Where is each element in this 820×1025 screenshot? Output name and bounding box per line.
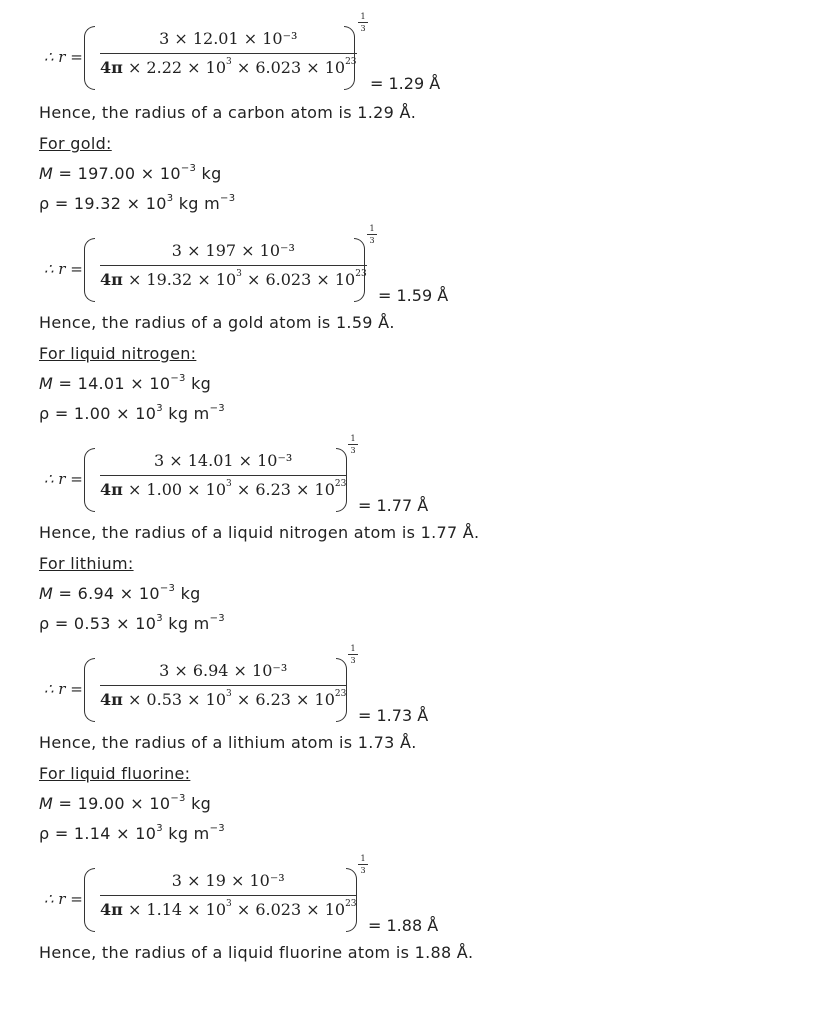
cube-root-exponent: 1 3 — [367, 224, 377, 245]
fraction — [100, 660, 346, 711]
cube-root-exponent: 1 3 — [358, 854, 368, 875]
gold-molar-mass: $M = 197.00 \times 10^{-3}$ kg — [39, 162, 222, 183]
numerator: 3 × 14.01 × 10⁻³ — [153, 451, 293, 470]
left-parenthesis — [84, 26, 95, 90]
numerator: 3 × 197 × 10⁻³ — [171, 241, 295, 260]
result-nitrogen: = 1.77 Å — [358, 496, 429, 515]
gold-density: $\rho = 19.32 \times 10^3$ kg $m^{-3}$ — [39, 192, 236, 213]
result-gold: = 1.59 Å — [378, 286, 449, 305]
left-parenthesis — [84, 238, 95, 302]
lithium-density: $\rho = 0.53 \times 10^3$ kg $m^{-3}$ — [39, 612, 225, 633]
nitrogen-conclusion: Hence, the radius of a liquid nitrogen atom is 1.77 Å. — [39, 523, 480, 542]
nitrogen-heading: For liquid nitrogen: — [39, 344, 197, 363]
denominator: $4\pi \times 19.32 \times 10^3 \times 6.023 \times 10^{23}$ — [100, 268, 367, 289]
cube-root-exponent: 1 3 — [358, 12, 368, 33]
equation-lithium-radius — [44, 644, 464, 740]
equation-lhs: ∴ r = — [44, 48, 83, 66]
right-parenthesis — [344, 26, 355, 90]
left-parenthesis — [84, 448, 95, 512]
left-parenthesis — [84, 658, 95, 722]
right-parenthesis — [346, 868, 357, 932]
result-lithium: = 1.73 Å — [358, 706, 429, 725]
equation-nitrogen-radius — [44, 434, 464, 530]
equation-fluorine-radius — [44, 854, 464, 950]
denominator: $4\pi \times 1.14 \times 10^3 \times 6.023 \times 10^{23}$ — [100, 898, 357, 919]
fraction — [100, 28, 357, 79]
numerator: 3 × 12.01 × 10⁻³ — [159, 29, 298, 48]
nitrogen-molar-mass: $M = 14.01 \times 10^{-3}$ kg — [39, 372, 212, 393]
numerator: 3 × 6.94 × 10⁻³ — [159, 661, 288, 680]
lithium-heading: For lithium: — [39, 554, 134, 573]
fluorine-heading: For liquid fluorine: — [39, 764, 191, 783]
equation-lhs: ∴ r = — [44, 470, 83, 488]
equation-carbon-radius — [44, 12, 464, 108]
equation-gold-radius — [44, 224, 464, 320]
carbon-conclusion: Hence, the radius of a carbon atom is 1.29 Å. — [39, 103, 417, 122]
gold-heading: For gold: — [39, 134, 112, 153]
result-carbon: = 1.29 Å — [370, 74, 441, 93]
nitrogen-density: $\rho = 1.00 \times 10^3$ kg $m^{-3}$ — [39, 402, 225, 423]
right-parenthesis — [336, 658, 347, 722]
numerator: 3 × 19 × 10⁻³ — [171, 871, 285, 890]
fraction — [100, 240, 367, 291]
gold-conclusion: Hence, the radius of a gold atom is 1.59 Å. — [39, 313, 395, 332]
fluorine-molar-mass: $M = 19.00 \times 10^{-3}$ kg — [39, 792, 212, 813]
right-parenthesis — [354, 238, 365, 302]
cube-root-exponent: 1 3 — [348, 644, 358, 665]
left-parenthesis — [84, 868, 95, 932]
denominator: $4\pi \times 1.00 \times 10^3 \times 6.23 \times 10^{23}$ — [100, 478, 347, 499]
equation-lhs: ∴ r = — [44, 260, 83, 278]
fluorine-conclusion: Hence, the radius of a liquid fluorine atom is 1.88 Å. — [39, 943, 474, 962]
fluorine-density: $\rho = 1.14 \times 10^3$ kg $m^{-3}$ — [39, 822, 225, 843]
fraction — [100, 870, 357, 921]
fraction — [100, 450, 346, 501]
lithium-molar-mass: $M = 6.94 \times 10^{-3}$ kg — [39, 582, 201, 603]
denominator: $4\pi \times 0.53 \times 10^3 \times 6.23 \times 10^{23}$ — [100, 688, 347, 709]
cube-root-exponent: 1 3 — [348, 434, 358, 455]
lithium-conclusion: Hence, the radius of a lithium atom is 1.73 Å. — [39, 733, 417, 752]
equation-lhs: ∴ r = — [44, 890, 83, 908]
denominator: $4\pi \times 2.22 \times 10^3 \times 6.023 \times 10^{23}$ — [100, 56, 357, 77]
right-parenthesis — [336, 448, 347, 512]
equation-lhs: ∴ r = — [44, 680, 83, 698]
result-fluorine: = 1.88 Å — [368, 916, 439, 935]
